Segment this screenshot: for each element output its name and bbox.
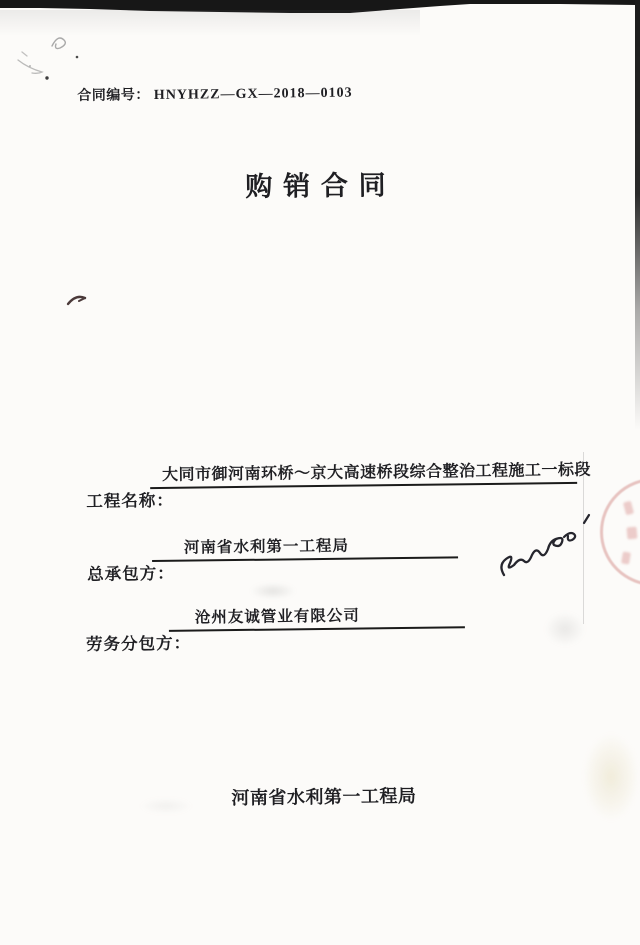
ink-tick-mark (60, 290, 94, 312)
footer-organization: 河南省水利第一工程局 (231, 785, 417, 809)
contract-number-value: HNYHZZ—GX—2018—0103 (153, 85, 353, 104)
seal-stamp-text-mark (626, 527, 637, 540)
labor-subcontractor-value: 沧州友诚管业有限公司 (169, 604, 465, 632)
general-contractor-label: 总承包方： (87, 563, 175, 584)
labor-subcontractor-label: 劳务分包方： (85, 633, 192, 654)
contract-number-line (77, 82, 352, 105)
handwritten-signature-scribble (490, 505, 602, 590)
pencil-scribble-marks (8, 24, 108, 90)
general-contractor-value: 河南省水利第一工程局 (152, 534, 458, 562)
project-name-value: 大同市御河南环桥～京大高速桥段综合整治工程施工一标段 (150, 460, 577, 489)
contract-number-label: 合同编号： (77, 88, 150, 104)
project-name-label: 工程名称： (86, 490, 174, 511)
document-title: 购 销 合 同 (245, 170, 388, 202)
